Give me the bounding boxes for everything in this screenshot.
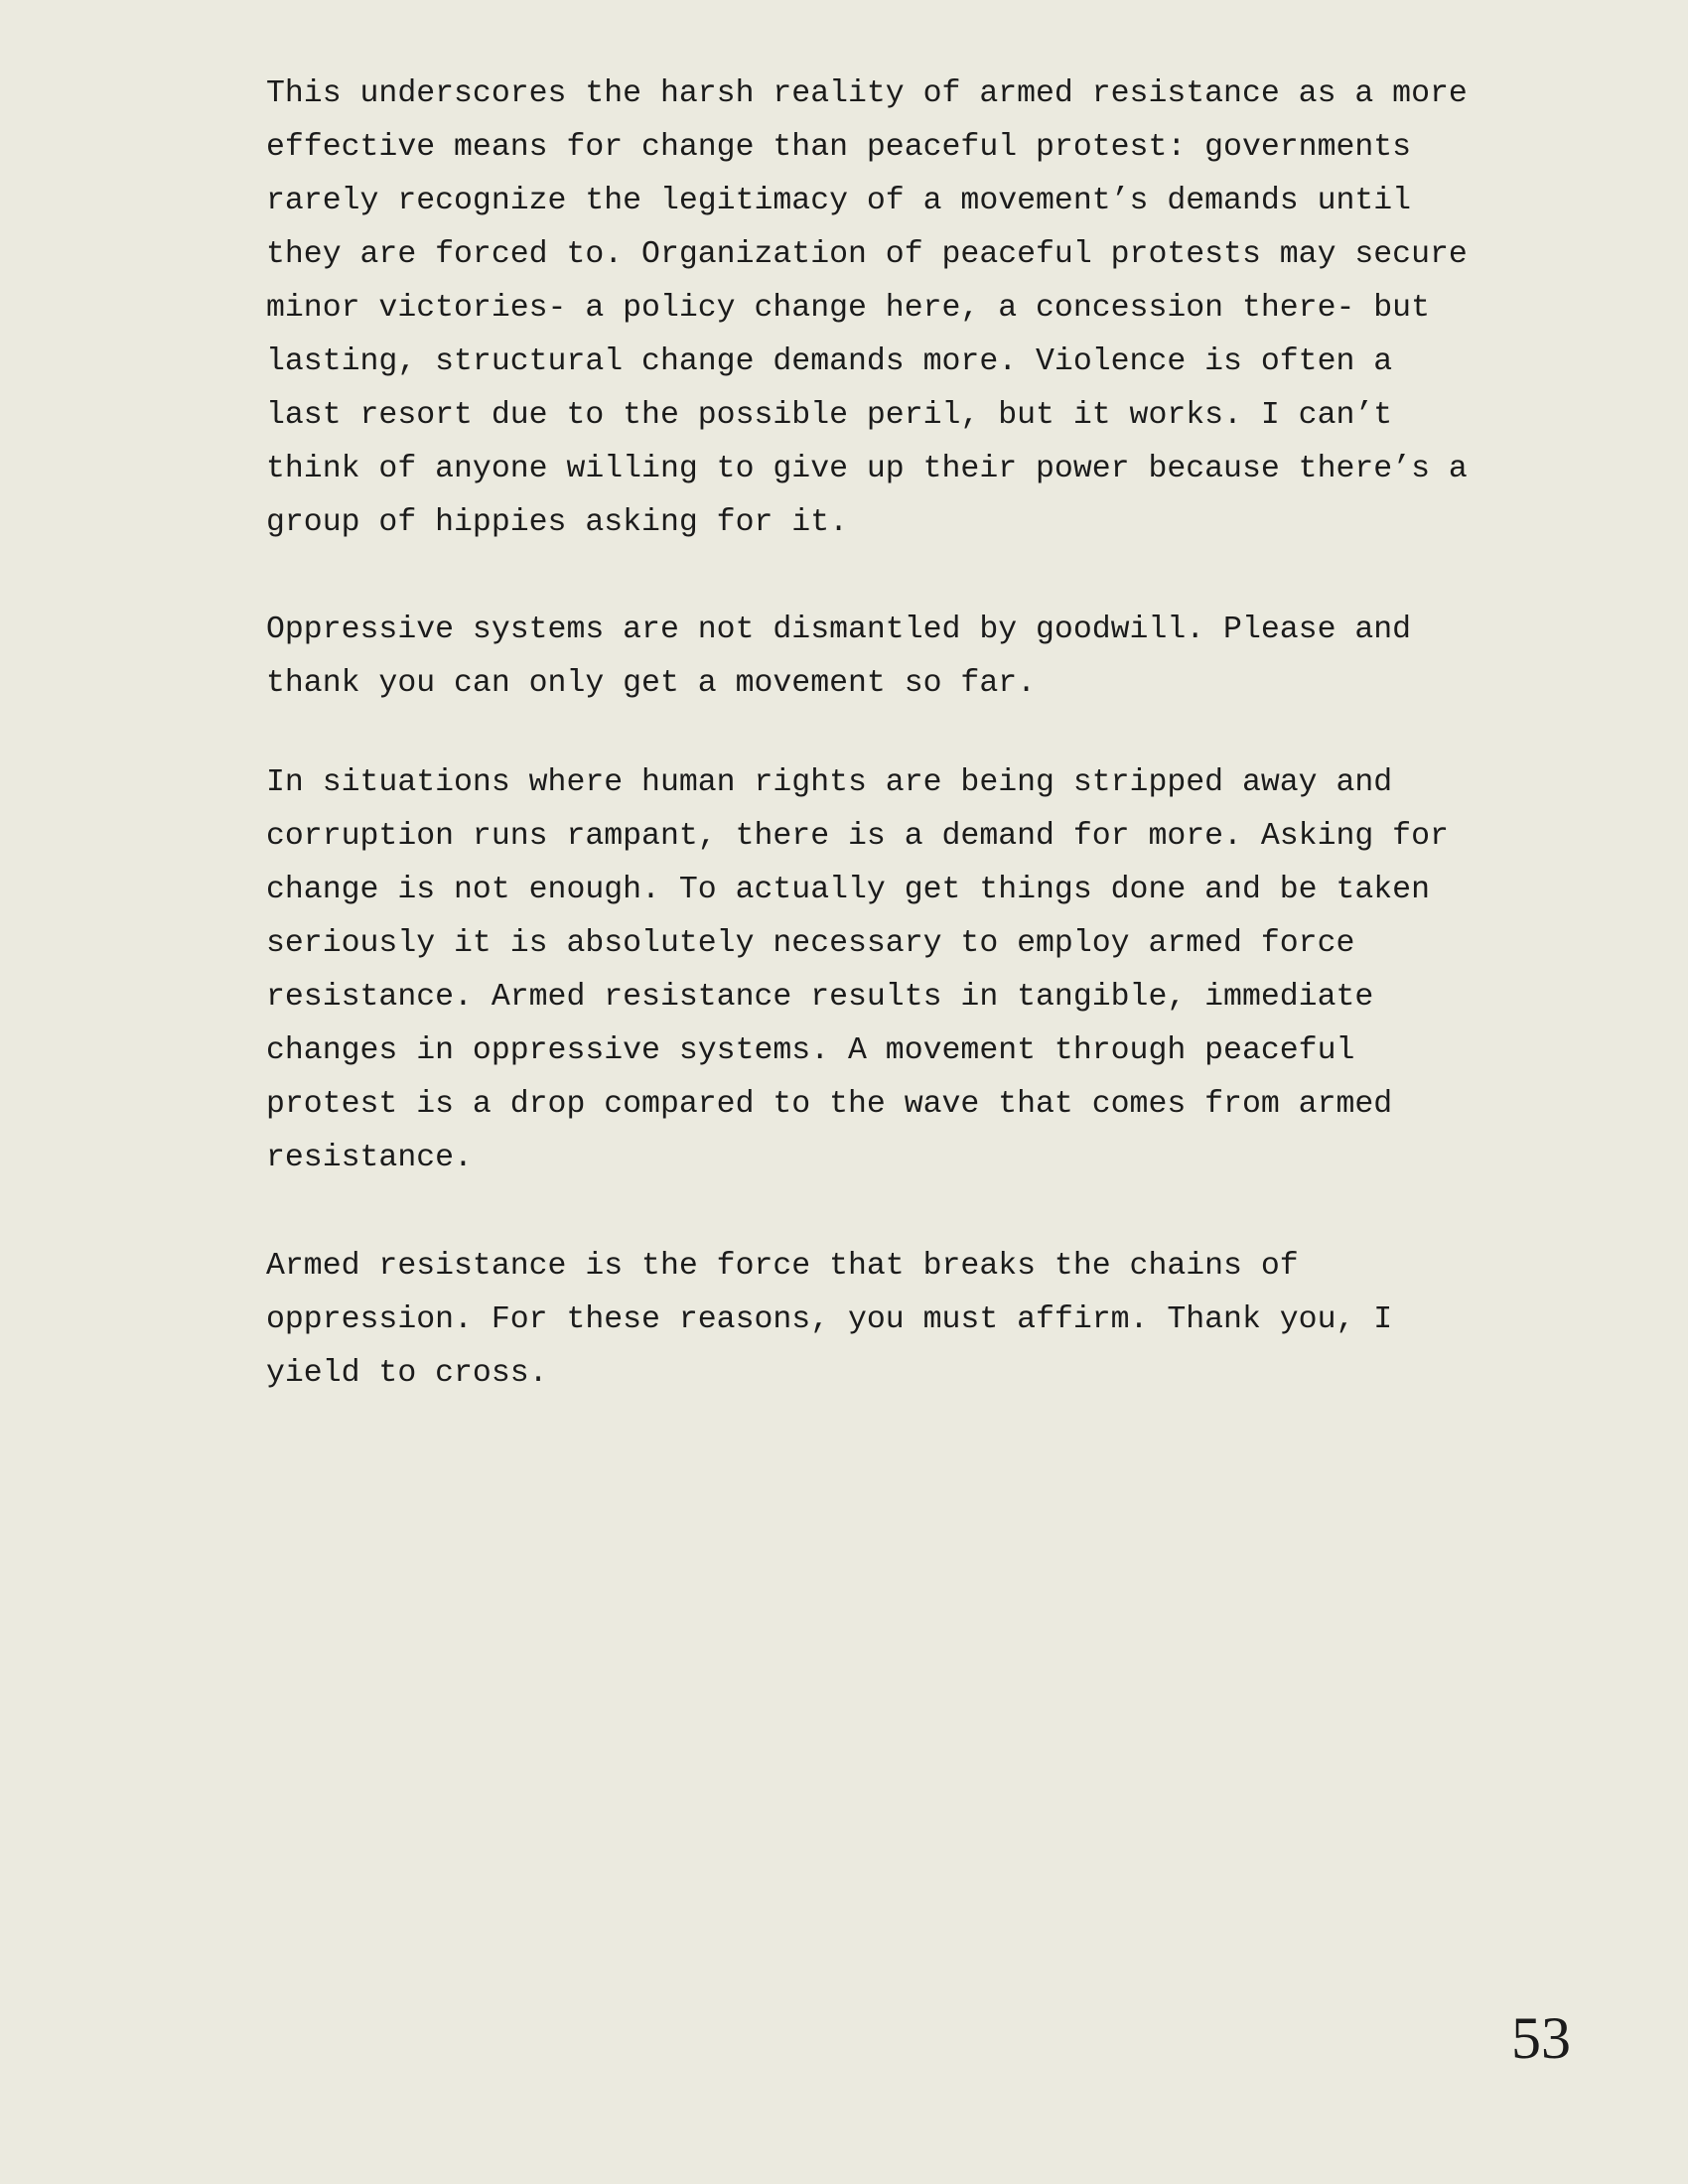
body-text (266, 68, 1468, 1401)
text-line: In situations where human rights are being stripped away and (266, 765, 1393, 800)
text-line: changes in oppressive systems. A movement through peaceful (266, 1033, 1355, 1068)
text-line: thank you can only get a movement so far. (266, 666, 1037, 701)
text-line: corruption runs rampant, there is a demand for more. Asking for (266, 819, 1449, 854)
text-line: minor victories- a policy change here, a concession there- but (266, 291, 1430, 326)
text-line: last resort due to the possible peril, but it works. I can’t (266, 398, 1393, 433)
paragraph-spacer (266, 550, 1398, 604)
text-line: yield to cross. (266, 1356, 548, 1391)
text-line: Armed resistance is the force that breaks the chains of (266, 1249, 1299, 1284)
text-line: seriously it is absolutely necessary to employ armed force (266, 926, 1355, 961)
text-line: This underscores the harsh reality of armed resistance as a more (266, 76, 1468, 111)
text-line: Oppressive systems are not dismantled by goodwill. Please and (266, 613, 1412, 647)
paragraph-3 (266, 756, 1449, 1185)
text-line: effective means for change than peaceful protest: governments (266, 130, 1412, 165)
paragraph-4 (266, 1240, 1398, 1401)
text-line: protest is a drop compared to the wave that comes from armed (266, 1087, 1393, 1122)
text-line: think of anyone willing to give up their power because there’s a (266, 452, 1468, 486)
paragraph-spacer (266, 711, 1398, 756)
text-line: resistance. Armed resistance results in tangible, immediate (266, 980, 1374, 1015)
page-number: 53 (1511, 2005, 1571, 2071)
text-line: resistance. (266, 1141, 473, 1175)
paragraph-1 (266, 68, 1468, 550)
text-line: group of hippies asking for it. (266, 505, 848, 540)
paragraph-spacer (266, 1185, 1398, 1240)
text-line: oppression. For these reasons, you must affirm. Thank you, I (266, 1302, 1393, 1337)
text-line: rarely recognize the legitimacy of a movement’s demands until (266, 184, 1412, 218)
paragraph-2 (266, 604, 1412, 711)
text-line: change is not enough. To actually get things done and be taken (266, 873, 1430, 907)
text-line: lasting, structural change demands more. Violence is often a (266, 344, 1393, 379)
text-line: they are forced to. Organization of peaceful protests may secure (266, 237, 1468, 272)
